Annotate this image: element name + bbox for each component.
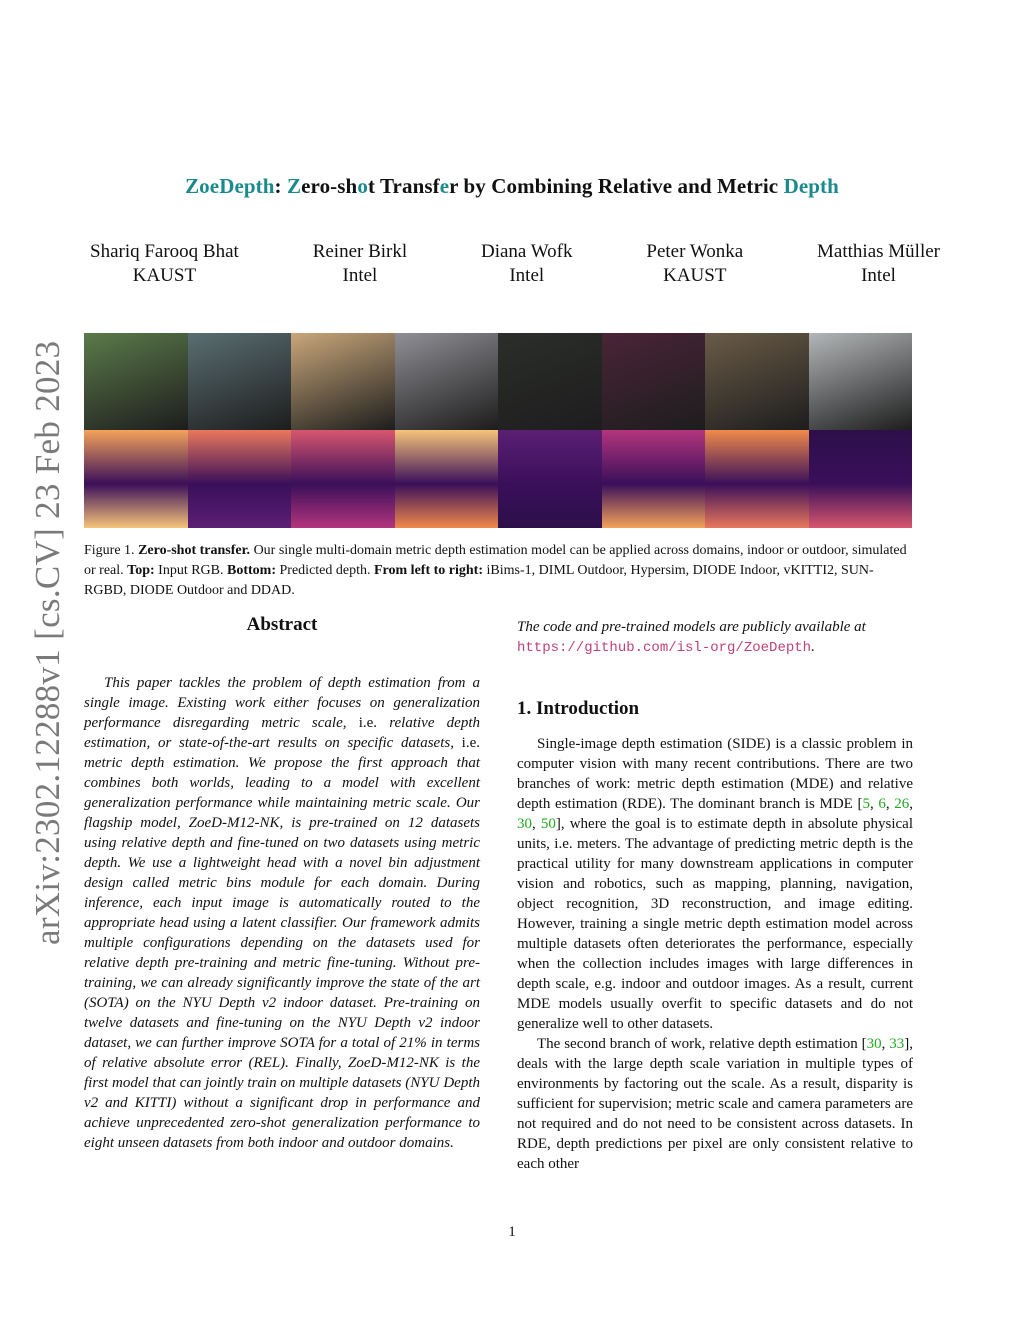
introduction-heading: 1. Introduction bbox=[517, 698, 640, 719]
intro-text: ], where the goal is to estimate depth in absolute physical units, i.e. meters. The advantage of predicting metric depth is the practical utility for many downstream applications in computer vision and robotics, such as mapping, planning, navigation, object recognition, 3D reconstruction, and image editing. However, training a single metric depth estimation model across multiple datasets often deteriorates the performance, especially when the collection includes images with large differences in depth scale, e.g. indoor and outdoor images. As a result, current MDE models usually overfit to specific datasets and do not generalize well to other datasets. bbox=[517, 816, 913, 1032]
depth-map bbox=[188, 430, 292, 528]
title-zoe: Zoe bbox=[185, 174, 220, 198]
depth-map bbox=[395, 430, 499, 528]
author bbox=[817, 240, 940, 288]
author-affiliation: Intel bbox=[861, 265, 896, 286]
title-z: Z bbox=[287, 174, 302, 198]
rgb-image bbox=[84, 333, 188, 430]
title-depth-a: Depth bbox=[219, 174, 275, 198]
title-depth-b: Depth bbox=[783, 174, 839, 198]
intro-text: Single-image depth estimation (SIDE) is a classic problem in computer vision with many recent contributions. There are two branches of work: metric depth estimation (MDE) and relative depth estimation (RDE). The dominant branch is MDE [ bbox=[517, 736, 913, 812]
title-o: o bbox=[357, 174, 368, 198]
rgb-image bbox=[395, 333, 499, 430]
figure-panel bbox=[498, 333, 602, 528]
depth-map bbox=[602, 430, 706, 528]
rgb-image bbox=[705, 333, 809, 430]
depth-map bbox=[809, 430, 913, 528]
citation-link[interactable]: 30 bbox=[517, 816, 532, 832]
author bbox=[646, 240, 743, 288]
citation-link[interactable]: 50 bbox=[540, 816, 556, 832]
citation-sep: , bbox=[909, 796, 914, 812]
caption-text: iBims-1, DIML Outdoor, Hypersim, DIODE Indoor, vKITTI2, SUN-RGBD, DIODE Outdoor and DDAD. bbox=[84, 563, 874, 598]
code-availability bbox=[517, 617, 913, 658]
caption-text: Predicted depth. bbox=[276, 563, 374, 578]
author-name: Matthias Müller bbox=[817, 241, 940, 262]
depth-map bbox=[705, 430, 809, 528]
author-name: Diana Wofk bbox=[481, 241, 573, 262]
depth-map bbox=[291, 430, 395, 528]
intro-paragraph-2 bbox=[517, 1034, 913, 1174]
citation-sep: , bbox=[532, 816, 541, 832]
depth-map bbox=[498, 430, 602, 528]
title-part: t Transf bbox=[367, 174, 440, 198]
intro-text: ], deals with the large depth scale variation in multiple types of environments by factoring out the scale. As a result, disparity is sufficient for supervision; metric scale and camera parameters are not required and do not need to be consistent across datasets. In RDE, depth predictions per pixel are only consistent relative to each other bbox=[517, 1036, 913, 1172]
abstract-ie: i.e. bbox=[461, 735, 480, 751]
arxiv-identifier[interactable]: arXiv:2302.12288v1 [cs.CV] 23 Feb 2023 bbox=[28, 340, 67, 945]
title-part: ero-sh bbox=[301, 174, 358, 198]
author-list bbox=[90, 240, 940, 288]
author bbox=[313, 240, 407, 288]
citation-sep: , bbox=[885, 796, 895, 812]
figure-panel bbox=[291, 333, 395, 528]
caption-text: Input RGB. bbox=[154, 563, 228, 578]
author-affiliation: Intel bbox=[342, 265, 378, 286]
author bbox=[481, 240, 573, 288]
title-colon: : bbox=[274, 174, 287, 198]
citation-link[interactable]: 6 bbox=[878, 796, 886, 812]
figure-panel bbox=[602, 333, 706, 528]
figure-teaser bbox=[84, 333, 912, 528]
intro-paragraph-1 bbox=[517, 734, 913, 1034]
rgb-image bbox=[809, 333, 913, 430]
title-part: r by Combining Relative and Metric bbox=[449, 174, 784, 198]
author-affiliation: KAUST bbox=[663, 265, 727, 286]
code-note-end: . bbox=[811, 639, 815, 655]
intro-text: The second branch of work, relative depth estimation [ bbox=[537, 1036, 867, 1052]
author-affiliation: KAUST bbox=[132, 265, 197, 286]
github-link[interactable]: https://github.com/isl-org/ZoeDepth bbox=[517, 640, 812, 656]
rgb-image bbox=[188, 333, 292, 430]
author-name: Shariq Farooq Bhat bbox=[90, 241, 239, 262]
caption-lead: Figure 1. bbox=[84, 543, 139, 558]
author-affiliation: Intel bbox=[509, 265, 545, 286]
abstract-ie: i.e. bbox=[358, 715, 378, 731]
rgb-image bbox=[602, 333, 706, 430]
page-number: 1 bbox=[508, 1224, 516, 1240]
abstract-text bbox=[84, 673, 480, 1153]
citation-link[interactable]: 26 bbox=[894, 796, 910, 812]
abstract-heading: Abstract bbox=[246, 614, 318, 635]
figure-panel bbox=[84, 333, 188, 528]
citation-link[interactable]: 33 bbox=[889, 1036, 905, 1052]
caption-bold: From left to right: bbox=[374, 563, 483, 578]
author-name: Reiner Birkl bbox=[312, 241, 408, 262]
left-column bbox=[84, 614, 480, 1153]
title-e: e bbox=[439, 174, 450, 198]
caption-bold: Zero-shot transfer. bbox=[138, 543, 251, 558]
right-column bbox=[517, 617, 913, 1174]
abstract-part: relative depth estimation, or state-of-the-art results on specific datasets, bbox=[84, 715, 480, 751]
figure-caption bbox=[84, 541, 914, 601]
figure-panel bbox=[705, 333, 809, 528]
code-note-text: The code and pre-trained models are publicly available at bbox=[517, 619, 866, 635]
rgb-image bbox=[291, 333, 395, 430]
depth-map bbox=[84, 430, 188, 528]
citation-sep: , bbox=[869, 796, 879, 812]
rgb-image bbox=[498, 333, 602, 430]
figure-panel bbox=[809, 333, 913, 528]
figure-panel bbox=[395, 333, 499, 528]
citation-sep: , bbox=[881, 1036, 890, 1052]
author bbox=[90, 240, 239, 288]
abstract-part: This paper tackles the problem of depth estimation from a single image. Existing work either focuses on generalization performance disregarding metric scale, bbox=[84, 675, 480, 731]
figure-panel bbox=[188, 333, 292, 528]
author-name: Peter Wonka bbox=[646, 241, 744, 262]
caption-bold: Bottom: bbox=[227, 563, 277, 578]
abstract-part: metric depth estimation. We propose the first approach that combines both worlds, leading to a model with excellent generalization performance while maintaining metric scale. Our flagship model, ZoeD-M12-NK, is pre-trained on 12 datasets using relative depth and fine-tuned on two datasets using metric depth. We use a lightweight head with a novel bin adjustment design called metric bins module for each domain. During inference, each input image is automatically routed to the appropriate head using a latent classifier. Our framework admits multiple configurations depending on the datasets used for relative depth pre-training and metric fine-tuning. Without pre-training, we can already significantly improve the state of the art (SOTA) on the NYU Depth v2 indoor dataset. Pre-training on twelve datasets and fine-tuning on the NYU Depth v2 indoor dataset, we can further improve SOTA for a total of 21% in terms of relative absolute error (REL). Finally, ZoeD-M12-NK is the first model that can jointly train on multiple datasets (NYU Depth v2 and KITTI) without a significant drop in performance and achieve unprecedented zero-shot generalization performance to eight unseen datasets from both indoor and outdoor domains. bbox=[84, 755, 480, 1151]
paper-title bbox=[0, 174, 1024, 199]
citation-link[interactable]: 30 bbox=[866, 1036, 882, 1052]
caption-bold: Top: bbox=[127, 563, 155, 578]
caption-text: Our single multi-domain metric depth estimation model can be applied across domains, indoor or outdoor, simulated or real. bbox=[84, 543, 907, 578]
citation-link[interactable]: 5 bbox=[862, 796, 870, 812]
